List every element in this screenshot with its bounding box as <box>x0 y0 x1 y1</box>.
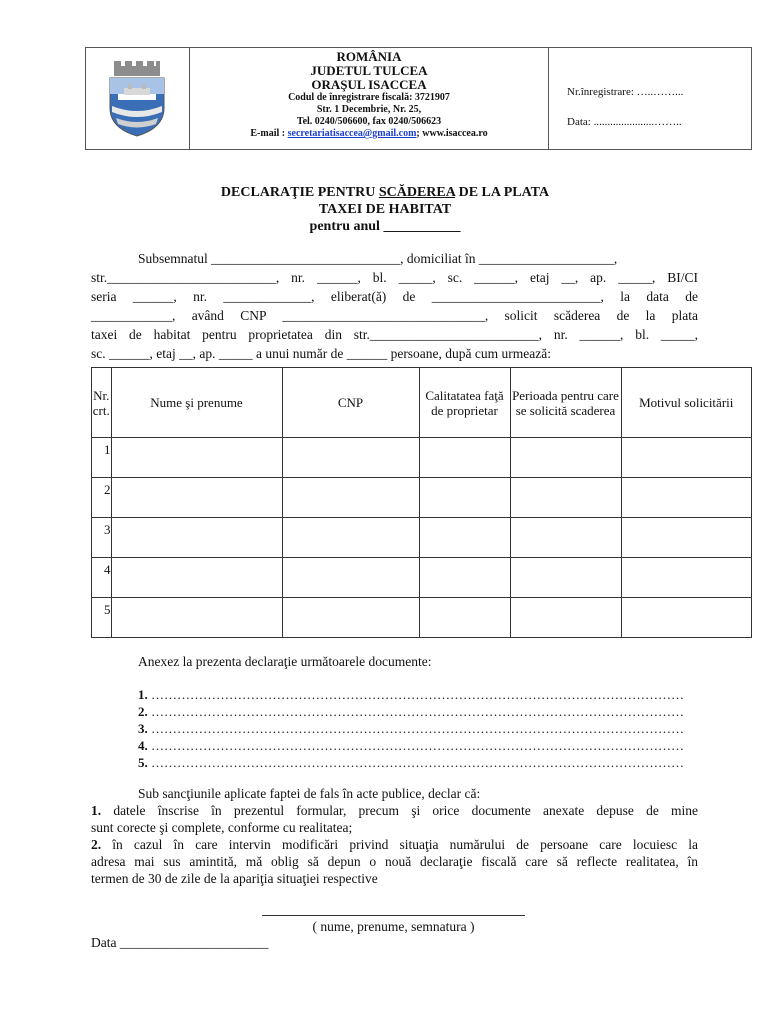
cnp-cell[interactable] <box>282 438 419 478</box>
reason-cell[interactable] <box>621 478 752 518</box>
name-cell[interactable] <box>111 558 282 598</box>
table-header-row <box>92 368 752 438</box>
statement-1-line-1: 1. datele înscrise în prezentul formular, precum şi orice documente anexate depuse de mine <box>91 803 698 818</box>
city-name: ORAŞUL ISACCEA <box>311 77 427 92</box>
row-number: 5 <box>92 598 112 638</box>
phone-fax: Tel. 0240/506600, fax 0240/506623 <box>296 116 442 127</box>
signature-label: ( nume, prenume, semnatura ) <box>312 919 475 934</box>
declarant-line-5: taxei de habitat pentru proprietatea din str._________________________, nr. ______, bl. _____, <box>91 327 698 342</box>
table-row <box>92 438 752 478</box>
county-name: JUDETUL TULCEA <box>310 63 428 78</box>
list-item[interactable]: 5. …………………………………………………………………………………………………………… <box>138 755 684 770</box>
email-separator: ; <box>416 128 423 139</box>
reason-cell[interactable] <box>621 518 752 558</box>
header-nr-crt: Nr. crt. <box>92 368 112 438</box>
name-cell[interactable] <box>111 598 282 638</box>
list-item[interactable]: 3. …………………………………………………………………………………………………………… <box>138 721 684 736</box>
page-subtitle: TAXEI DE HABITAT <box>318 202 452 217</box>
period-cell[interactable] <box>510 598 621 638</box>
list-item[interactable]: 2. …………………………………………………………………………………………………………… <box>138 704 684 719</box>
table-row <box>92 558 752 598</box>
year-line: pentru anul ___________ <box>309 219 461 234</box>
relation-cell[interactable] <box>419 478 510 518</box>
declarant-line-4: ____________, având CNP ______________________________, solicit scăderea de la plata <box>91 308 698 323</box>
persons-table <box>91 367 752 638</box>
declarant-line-3: seria ______, nr. _____________, eliberat(ă) de _________________________, la data de <box>91 289 698 304</box>
annex-list <box>138 686 696 771</box>
statement-2-line-1: 2. în cazul în care intervin modificări privind situaţia numărului de persoane care locuiesc la <box>91 837 698 852</box>
statement-1-line-2: sunt corecte şi complete, conforme cu realitatea; <box>91 820 353 835</box>
declarant-line-1: Subsemnatul ____________________________, domiciliat în ____________________, <box>138 251 618 266</box>
declarant-line-6: sc. ______, etaj __, ap. _____ a unui număr de ______ persoane, după cum urmează: <box>91 346 551 361</box>
registration-number: Nr.înregistrare: …..……... <box>567 86 684 98</box>
institution-info <box>189 48 549 149</box>
annex-intro: Anexez la prezenta declaraţie următoarele documente: <box>138 654 432 669</box>
statement-2-line-2: adresa mai sus amintită, mă oblig să depun o nouă declaraţie fiscală care să reflecte realitatea, în <box>91 854 698 869</box>
statement-2-line-3: termen de 30 de zile de la apariţia situaţiei respective <box>91 871 378 886</box>
header-cnp: CNP <box>282 368 419 438</box>
registration-cell <box>548 48 751 149</box>
row-number: 4 <box>92 558 112 598</box>
relation-cell[interactable] <box>419 438 510 478</box>
header-box <box>85 47 752 150</box>
name-cell[interactable] <box>111 518 282 558</box>
fiscal-code: Codul de înregistrare fiscală: 3721907 <box>288 92 450 103</box>
logo-cell <box>86 48 190 149</box>
table-row <box>92 598 752 638</box>
header-name: Nume şi prenume <box>111 368 282 438</box>
name-cell[interactable] <box>111 478 282 518</box>
email-link[interactable]: secretariatisaccea@gmail.com <box>287 128 417 139</box>
email-prefix: E-mail : <box>250 128 288 139</box>
registration-date: Data: ......................…….. <box>567 116 682 128</box>
statement-intro: Sub sancţiunile aplicate faptei de fals în acte publice, declar că: <box>138 786 481 801</box>
contact-line <box>189 128 549 140</box>
header-reason: Motivul solicitării <box>621 368 752 438</box>
cnp-cell[interactable] <box>282 558 419 598</box>
period-cell[interactable] <box>510 518 621 558</box>
signature-line[interactable] <box>262 915 525 916</box>
header-period: Perioada pentru care se solicită scaderea <box>510 368 621 438</box>
row-number: 1 <box>92 438 112 478</box>
list-item[interactable]: 1. …………………………………………………………………………………………………………… <box>138 687 684 702</box>
table-row <box>92 518 752 558</box>
relation-cell[interactable] <box>419 598 510 638</box>
table-row <box>92 478 752 518</box>
cnp-cell[interactable] <box>282 598 419 638</box>
title-emphasis: SCĂDEREA <box>378 185 456 200</box>
reason-cell[interactable] <box>621 598 752 638</box>
name-cell[interactable] <box>111 438 282 478</box>
row-number: 3 <box>92 518 112 558</box>
period-cell[interactable] <box>510 558 621 598</box>
address: Str. 1 Decembrie, Nr. 25, <box>316 104 422 115</box>
cnp-cell[interactable] <box>282 518 419 558</box>
cnp-cell[interactable] <box>282 478 419 518</box>
header-owner-relation: Calitatatea faţă de proprietar <box>419 368 510 438</box>
period-cell[interactable] <box>510 438 621 478</box>
period-cell[interactable] <box>510 478 621 518</box>
relation-cell[interactable] <box>419 558 510 598</box>
reason-cell[interactable] <box>621 558 752 598</box>
relation-cell[interactable] <box>419 518 510 558</box>
page-title: DECLARAŢIE PENTRU SCĂDEREA DE LA PLATA <box>220 185 550 200</box>
coat-of-arms-icon <box>106 60 168 138</box>
row-number: 2 <box>92 478 112 518</box>
list-item[interactable]: 4. …………………………………………………………………………………………………………… <box>138 738 684 753</box>
date-field[interactable]: Data ______________________ <box>91 935 269 950</box>
website: www.isaccea.ro <box>422 128 488 139</box>
reason-cell[interactable] <box>621 438 752 478</box>
country-name: ROMÂNIA <box>336 49 402 64</box>
declarant-line-2: str._________________________, nr. ______, bl. _____, sc. ______, etaj __, ap. _____, BI/CI <box>91 270 698 285</box>
